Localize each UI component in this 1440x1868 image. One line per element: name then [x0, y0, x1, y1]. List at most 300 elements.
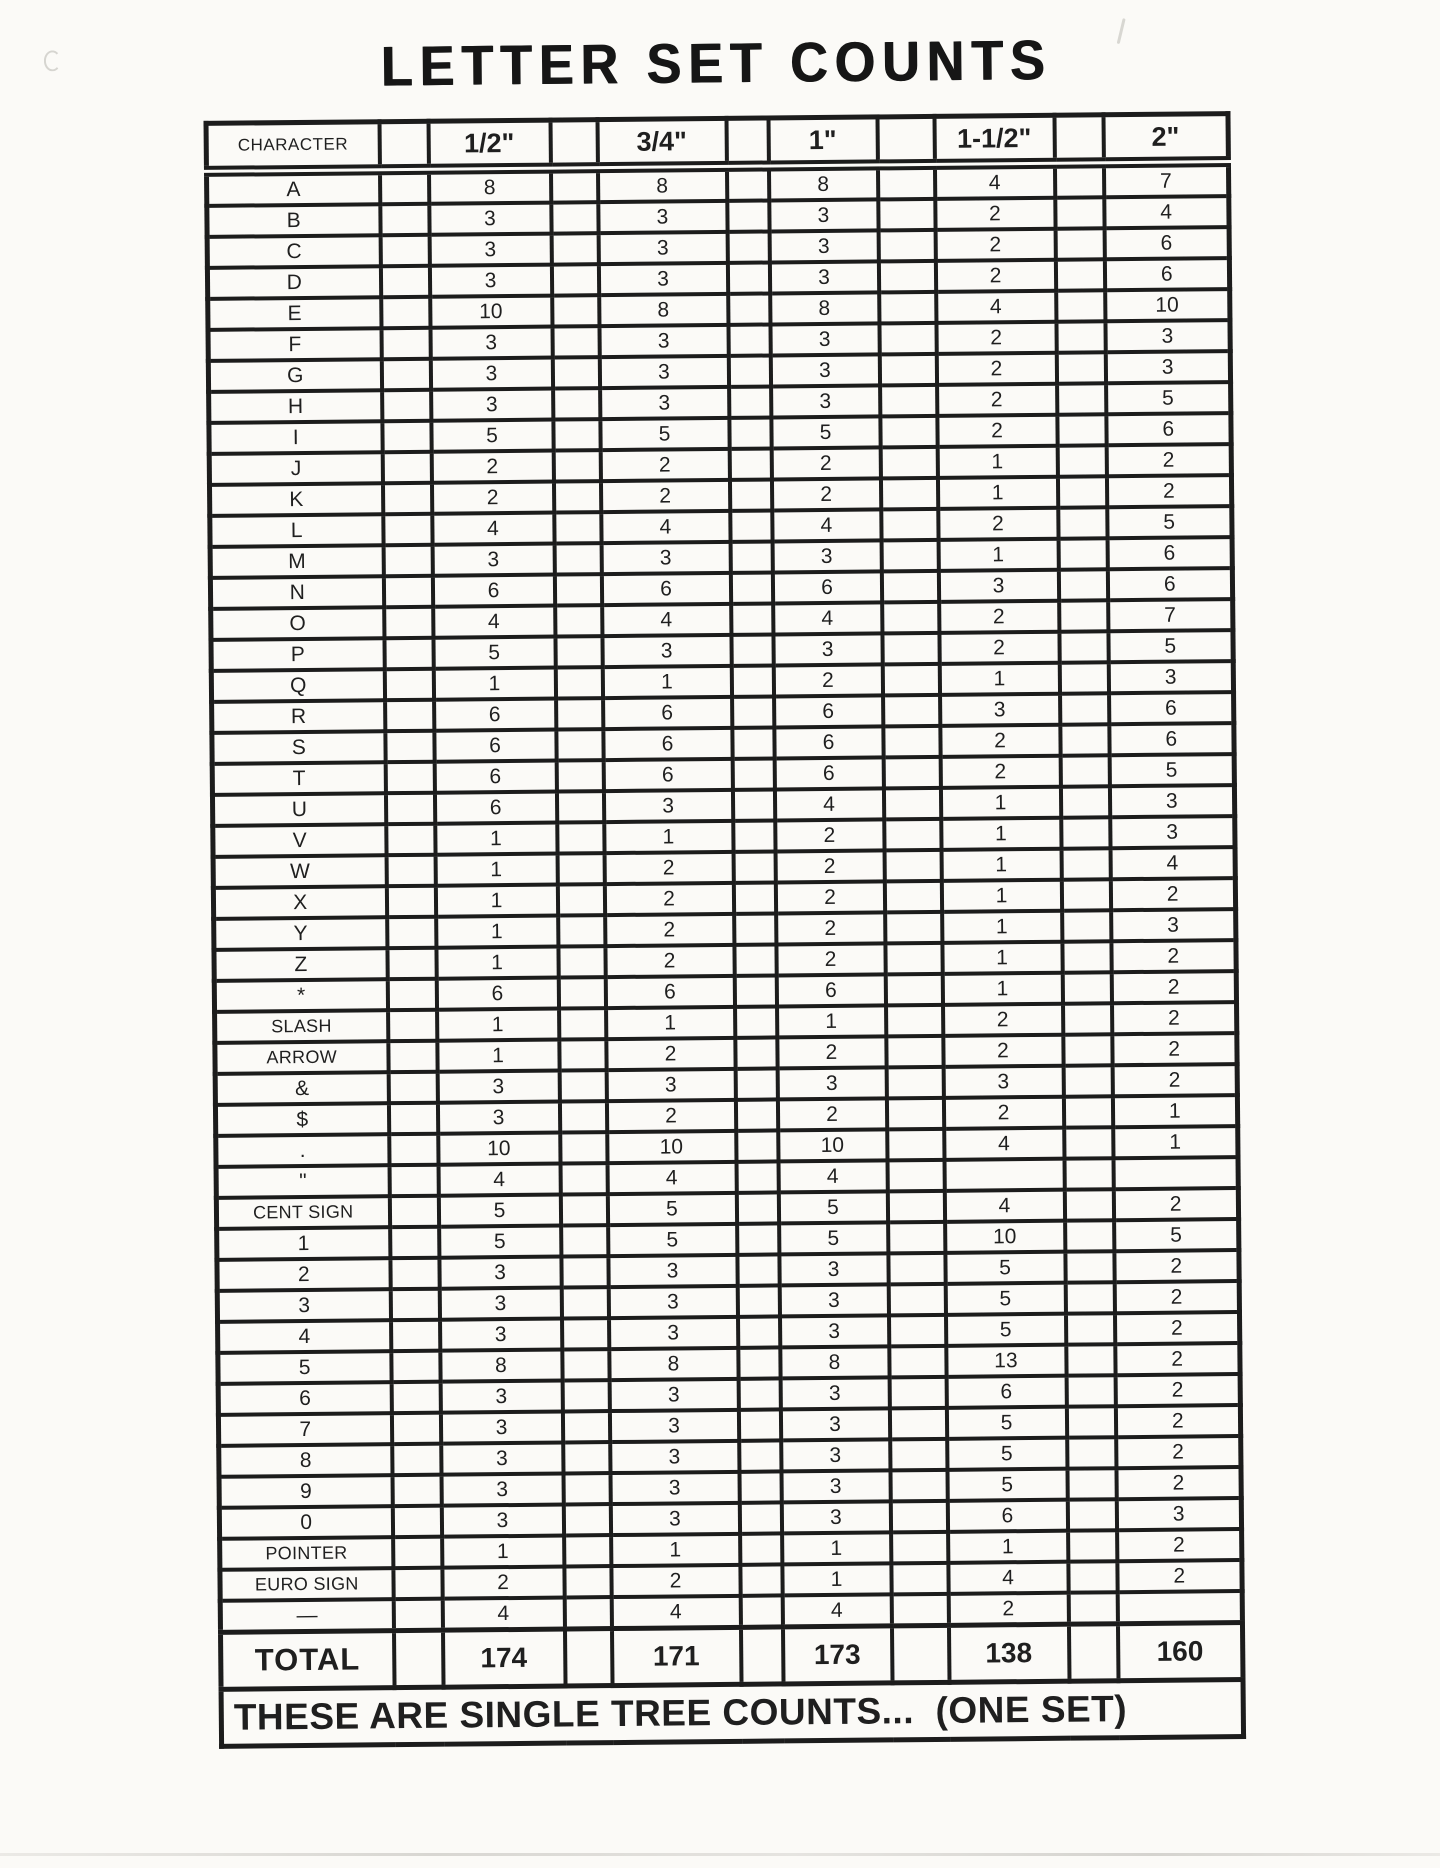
footer-note-row — [221, 1680, 1244, 1747]
spacer-cell — [561, 1287, 608, 1318]
character-cell: * — [214, 979, 387, 1012]
total-row — [221, 1623, 1244, 1690]
count-cell: 1 — [941, 849, 1061, 881]
spacer-cell — [388, 1103, 437, 1134]
count-cell: 1 — [442, 1536, 564, 1568]
character-cell: 0 — [219, 1506, 392, 1539]
spacer-cell — [554, 543, 601, 574]
count-cell: 3 — [598, 232, 727, 264]
count-cell: 8 — [599, 294, 728, 326]
spacer-cell — [1058, 569, 1107, 600]
character-cell: J — [209, 452, 382, 485]
spacer-cell — [891, 1625, 949, 1683]
spacer-cell — [727, 231, 769, 262]
spacer-cell — [738, 1347, 780, 1378]
count-cell: 5 — [947, 1469, 1067, 1501]
count-cell: 3 — [439, 1257, 561, 1289]
count-cell: 3 — [440, 1412, 562, 1444]
count-cell: 2 — [775, 819, 884, 851]
spacer-cell — [739, 1471, 781, 1502]
count-cell: 2 — [776, 912, 885, 944]
spacer-cell — [735, 1068, 777, 1099]
count-cell: 5 — [439, 1226, 561, 1258]
spacer-cell — [883, 757, 940, 789]
count-cell: 5 — [771, 416, 880, 448]
count-cell: 4 — [1110, 847, 1235, 879]
count-cell: 6 — [1104, 258, 1229, 290]
spacer-cell — [1063, 1065, 1112, 1096]
count-cell: 1 — [942, 942, 1062, 974]
spacer-cell — [1067, 1437, 1116, 1468]
count-cell: 3 — [777, 1067, 886, 1099]
spacer-cell — [557, 853, 604, 884]
count-cell: 2 — [771, 447, 880, 479]
count-cell: 2 — [937, 384, 1057, 416]
character-cell: V — [213, 824, 386, 857]
count-cell: 6 — [603, 728, 732, 760]
spacer-cell — [878, 261, 935, 293]
count-cell: 4 — [611, 1596, 740, 1629]
spacer-cell — [391, 1320, 440, 1351]
count-cell: 3 — [1110, 816, 1235, 848]
character-cell: L — [210, 514, 383, 547]
character-cell: A — [206, 170, 379, 206]
spacer-cell — [728, 324, 770, 355]
count-cell: 3 — [610, 1472, 739, 1504]
count-cell: 1 — [436, 947, 558, 979]
count-cell: 5 — [1106, 382, 1231, 414]
count-cell: 1 — [939, 663, 1059, 695]
count-cell: 2 — [936, 322, 1056, 354]
spacer-cell — [733, 851, 775, 882]
spacer-cell — [380, 235, 429, 266]
count-cell: 4 — [944, 1190, 1064, 1222]
spacer-cell — [1065, 1282, 1114, 1313]
count-cell: 3 — [780, 1377, 889, 1409]
total-value: 138 — [948, 1624, 1069, 1682]
spacer-cell — [883, 788, 940, 820]
spacer-cell — [888, 1284, 945, 1316]
spacer-cell — [556, 729, 603, 760]
count-cell: 6 — [605, 976, 734, 1008]
count-cell: 2 — [771, 478, 880, 510]
count-cell: 2 — [604, 883, 733, 915]
spacer-cell — [390, 1258, 439, 1289]
count-cell: 2 — [1117, 1529, 1242, 1561]
count-cell: 3 — [609, 1410, 738, 1442]
count-cell: 2 — [773, 664, 882, 696]
spacer-cell — [1063, 1003, 1112, 1034]
character-cell: D — [207, 266, 380, 299]
spacer-cell — [886, 1098, 943, 1130]
count-cell: 3 — [609, 1379, 738, 1411]
count-cell: 10 — [1105, 289, 1230, 321]
count-cell: 3 — [608, 1286, 737, 1318]
count-cell: 5 — [778, 1191, 887, 1223]
count-cell: 1 — [937, 446, 1057, 478]
count-cell: 8 — [609, 1348, 738, 1380]
count-cell: 3 — [430, 327, 552, 359]
spacer-cell — [559, 1039, 606, 1070]
count-cell: 10 — [430, 296, 552, 328]
character-cell: S — [212, 731, 385, 764]
count-cell — [1113, 1157, 1238, 1189]
spacer-cell — [389, 1196, 438, 1227]
spacer-cell — [737, 1285, 779, 1316]
spacer-cell — [1066, 1375, 1115, 1406]
spacer-cell — [881, 540, 938, 572]
count-cell: 3 — [610, 1441, 739, 1473]
spacer-cell — [1067, 1468, 1116, 1499]
spacer-cell — [888, 1222, 945, 1254]
spacer-cell — [890, 1439, 947, 1471]
count-cell: 1 — [602, 666, 731, 698]
count-cell: 3 — [603, 790, 732, 822]
spacer-cell — [561, 1256, 608, 1287]
count-cell: 6 — [774, 695, 883, 727]
character-cell: C — [207, 235, 380, 268]
count-cell: 3 — [441, 1474, 563, 1506]
spacer-cell — [731, 634, 773, 665]
count-cell: 1 — [435, 823, 557, 855]
spacer-cell — [732, 789, 774, 820]
count-cell: 2 — [777, 1036, 886, 1068]
character-cell: 9 — [219, 1475, 392, 1508]
spacer-cell — [555, 667, 602, 698]
spacer-cell — [393, 1537, 442, 1568]
spacer-cell — [881, 571, 938, 603]
header-size-4: 1-1/2" — [934, 115, 1054, 164]
spacer-cell — [1058, 538, 1107, 569]
scan-artifact-arc — [44, 50, 61, 71]
spacer-cell — [557, 884, 604, 915]
spacer-cell — [555, 636, 602, 667]
count-cell: 2 — [606, 1100, 735, 1132]
count-cell: 4 — [433, 606, 555, 638]
total-label: TOTAL — [221, 1631, 395, 1690]
count-cell: 3 — [599, 356, 728, 388]
count-cell: 5 — [945, 1252, 1065, 1284]
spacer-cell — [388, 1041, 437, 1072]
spacer-cell — [559, 1070, 606, 1101]
total-value: 174 — [442, 1629, 565, 1687]
count-cell: 5 — [1108, 630, 1233, 662]
count-cell: 8 — [440, 1350, 562, 1382]
spacer-cell — [878, 199, 935, 231]
count-cell: 3 — [769, 230, 878, 262]
spacer-cell — [738, 1378, 780, 1409]
count-cell: 5 — [438, 1195, 560, 1227]
spacer-cell — [387, 948, 436, 979]
spacer-cell — [552, 295, 599, 326]
spacer-cell — [385, 762, 434, 793]
spacer-cell — [882, 602, 939, 634]
spacer-cell — [1057, 383, 1106, 414]
spacer-cell — [1064, 1158, 1113, 1189]
spacer-cell — [1063, 1096, 1112, 1127]
spacer-cell — [388, 1072, 437, 1103]
count-cell: 3 — [770, 323, 879, 355]
spacer-cell — [387, 917, 436, 948]
spacer-cell — [729, 417, 771, 448]
character-cell: E — [208, 297, 381, 330]
count-cell: 2 — [605, 914, 734, 946]
spacer-cell — [740, 1564, 782, 1595]
count-cell: 3 — [781, 1439, 890, 1471]
count-cell: 6 — [947, 1500, 1067, 1532]
count-cell: 1 — [940, 787, 1060, 819]
spacer-cell — [1055, 259, 1104, 290]
spacer-cell — [1055, 228, 1104, 259]
character-cell: SLASH — [215, 1010, 388, 1043]
spacer-cell — [380, 204, 429, 235]
count-cell: 6 — [946, 1376, 1066, 1408]
spacer-cell — [733, 820, 775, 851]
count-cell: 4 — [438, 1164, 560, 1196]
count-cell: 4 — [601, 511, 730, 543]
count-cell: 1 — [777, 1005, 886, 1037]
count-cell: 7 — [1103, 162, 1228, 198]
character-cell: 5 — [218, 1351, 391, 1384]
spacer-cell — [559, 1101, 606, 1132]
header-size-5: 2" — [1103, 114, 1228, 163]
count-cell: 5 — [945, 1283, 1065, 1315]
count-cell: 2 — [1115, 1374, 1240, 1406]
spacer-cell — [737, 1223, 779, 1254]
spacer-cell — [891, 1532, 948, 1564]
spacer-cell — [739, 1440, 781, 1471]
spacer-cell — [1060, 786, 1109, 817]
count-cell: 6 — [434, 699, 556, 731]
spacer-cell — [1068, 1561, 1117, 1592]
spacer-cell — [560, 1163, 607, 1194]
spacer-cell — [385, 731, 434, 762]
spacer-cell — [884, 850, 941, 882]
count-cell: 3 — [1111, 909, 1236, 941]
spacer-cell — [1057, 414, 1106, 445]
spacer-cell — [732, 696, 774, 727]
count-cell: 2 — [948, 1593, 1068, 1626]
count-cell: 3 — [432, 544, 554, 576]
count-cell: 1 — [435, 885, 557, 917]
spacer-cell — [1059, 662, 1108, 693]
spacer-cell — [386, 855, 435, 886]
spacer-cell — [729, 479, 771, 510]
count-cell: 1 — [782, 1563, 891, 1595]
spacer-cell — [1061, 848, 1110, 879]
count-cell: 1 — [942, 973, 1062, 1005]
character-cell: — — [220, 1599, 393, 1632]
spacer-cell — [384, 638, 433, 669]
spacer-cell — [889, 1408, 946, 1440]
table-footer — [221, 1623, 1244, 1747]
spacer-cell — [1060, 755, 1109, 786]
character-cell: R — [212, 700, 385, 733]
count-cell: 2 — [1112, 1033, 1237, 1065]
spacer-cell — [382, 390, 431, 421]
spacer-cell — [560, 1194, 607, 1225]
spacer-cell — [553, 450, 600, 481]
spacer-cell — [728, 293, 770, 324]
spacer-cell — [1065, 1220, 1114, 1251]
count-cell: 1 — [604, 821, 733, 853]
count-cell: 2 — [939, 632, 1059, 664]
count-cell: 2 — [1114, 1312, 1239, 1344]
count-cell: 3 — [429, 234, 551, 266]
spacer-cell — [730, 510, 772, 541]
spacer-cell — [1063, 1034, 1112, 1065]
spacer-cell — [735, 1006, 777, 1037]
spacer-cell — [734, 913, 776, 944]
count-cell: 3 — [769, 261, 878, 293]
spacer-cell — [882, 664, 939, 696]
spacer-cell — [884, 881, 941, 913]
spacer-cell — [739, 1502, 781, 1533]
count-cell: 3 — [1116, 1498, 1241, 1530]
character-cell: 3 — [217, 1289, 390, 1322]
count-cell — [944, 1159, 1064, 1191]
count-cell: 4 — [772, 509, 881, 541]
count-cell: 3 — [769, 199, 878, 231]
spacer-cell — [564, 1597, 611, 1629]
spacer-cell — [880, 447, 937, 479]
count-cell: 3 — [779, 1284, 888, 1316]
character-cell: T — [212, 762, 385, 795]
count-cell: 3 — [772, 540, 881, 572]
count-cell: 1 — [782, 1532, 891, 1564]
count-cell: 2 — [1115, 1405, 1240, 1437]
character-cell: F — [208, 328, 381, 361]
count-cell: 4 — [782, 1594, 891, 1627]
spacer-cell — [879, 292, 936, 324]
spacer-cell — [381, 328, 430, 359]
count-cell: 2 — [1113, 1188, 1238, 1220]
spacer-cell — [1060, 724, 1109, 755]
character-cell: Q — [211, 669, 384, 702]
count-cell: 3 — [781, 1501, 890, 1533]
spacer-cell — [391, 1413, 440, 1444]
spacer-cell — [559, 1008, 606, 1039]
count-cell: 2 — [442, 1567, 564, 1599]
spacer-cell — [734, 944, 776, 975]
spacer-cell — [560, 1132, 607, 1163]
spacer-cell — [889, 1377, 946, 1409]
spacer-cell — [731, 603, 773, 634]
count-cell: 1 — [941, 880, 1061, 912]
spacer-cell — [564, 1566, 611, 1597]
spacer-cell — [1057, 445, 1106, 476]
spacer-cell — [736, 1192, 778, 1223]
count-cell: 2 — [936, 353, 1056, 385]
count-cell: 2 — [776, 943, 885, 975]
spacer-cell — [392, 1506, 441, 1537]
spacer-cell — [1068, 1530, 1117, 1561]
spacer-cell — [393, 1599, 442, 1631]
count-cell: 3 — [1105, 351, 1230, 383]
spacer-cell — [554, 574, 601, 605]
spacer-cell — [729, 448, 771, 479]
count-cell: 2 — [775, 850, 884, 882]
count-cell: 3 — [598, 201, 727, 233]
spacer-cell — [562, 1411, 609, 1442]
spacer-cell — [388, 1010, 437, 1041]
spacer-cell — [556, 791, 603, 822]
count-cell: 4 — [773, 602, 882, 634]
count-cell: 6 — [1109, 723, 1234, 755]
count-cell: 2 — [943, 1035, 1063, 1067]
spacer-cell — [383, 576, 432, 607]
spacer-cell — [393, 1630, 443, 1687]
spacer-cell — [887, 1129, 944, 1161]
count-cell: 2 — [943, 1097, 1063, 1129]
count-cell: 3 — [431, 389, 553, 421]
count-cell: 6 — [432, 575, 554, 607]
count-cell: 10 — [778, 1129, 887, 1161]
count-cell: 2 — [935, 198, 1055, 230]
spacer-cell — [877, 116, 934, 165]
spacer-cell — [551, 233, 598, 264]
count-cell: 3 — [429, 203, 551, 235]
spacer-cell — [880, 416, 937, 448]
spacer-cell — [384, 669, 433, 700]
spacer-cell — [879, 323, 936, 355]
spacer-cell — [727, 262, 769, 293]
count-cell: 2 — [935, 260, 1055, 292]
spacer-cell — [730, 541, 772, 572]
spacer-cell — [727, 200, 769, 231]
character-cell: POINTER — [220, 1537, 393, 1570]
spacer-cell — [1056, 321, 1105, 352]
character-cell: Z — [214, 948, 387, 981]
spacer-cell — [886, 1067, 943, 1099]
count-cell: 2 — [1116, 1436, 1241, 1468]
spacer-cell — [558, 977, 605, 1008]
count-cell: 5 — [946, 1407, 1066, 1439]
count-cell: 2 — [940, 756, 1060, 788]
count-cell: 1 — [435, 854, 557, 886]
count-cell: 3 — [773, 633, 882, 665]
character-cell: " — [216, 1165, 389, 1198]
character-cell: P — [211, 638, 384, 671]
count-cell: 5 — [1109, 754, 1234, 786]
character-cell: CENT SIGN — [216, 1196, 389, 1229]
header-size-1: 1/2" — [428, 120, 550, 169]
count-cell: 3 — [1105, 320, 1230, 352]
count-cell: 1 — [437, 1009, 559, 1041]
spacer-cell — [391, 1351, 440, 1382]
spacer-cell — [1054, 115, 1103, 163]
count-cell: 1 — [611, 1534, 740, 1566]
spacer-cell — [880, 478, 937, 510]
spacer-cell — [888, 1315, 945, 1347]
spacer-cell — [1068, 1592, 1117, 1624]
count-cell: 2 — [1116, 1467, 1241, 1499]
count-cell: 4 — [774, 788, 883, 820]
footer-note: THESE ARE SINGLE TREE COUNTS... (ONE SET) — [221, 1680, 1244, 1747]
count-cell: 1 — [942, 911, 1062, 943]
spacer-cell — [385, 700, 434, 731]
count-cell: 3 — [440, 1381, 562, 1413]
count-cell: 3 — [600, 387, 729, 419]
count-cell: 2 — [1112, 1064, 1237, 1096]
spacer-cell — [385, 793, 434, 824]
spacer-cell — [740, 1627, 783, 1684]
spacer-cell — [391, 1382, 440, 1413]
count-cell: 2 — [1111, 971, 1236, 1003]
count-cell: 3 — [940, 694, 1060, 726]
count-cell: 6 — [1107, 537, 1232, 569]
spacer-cell — [558, 946, 605, 977]
